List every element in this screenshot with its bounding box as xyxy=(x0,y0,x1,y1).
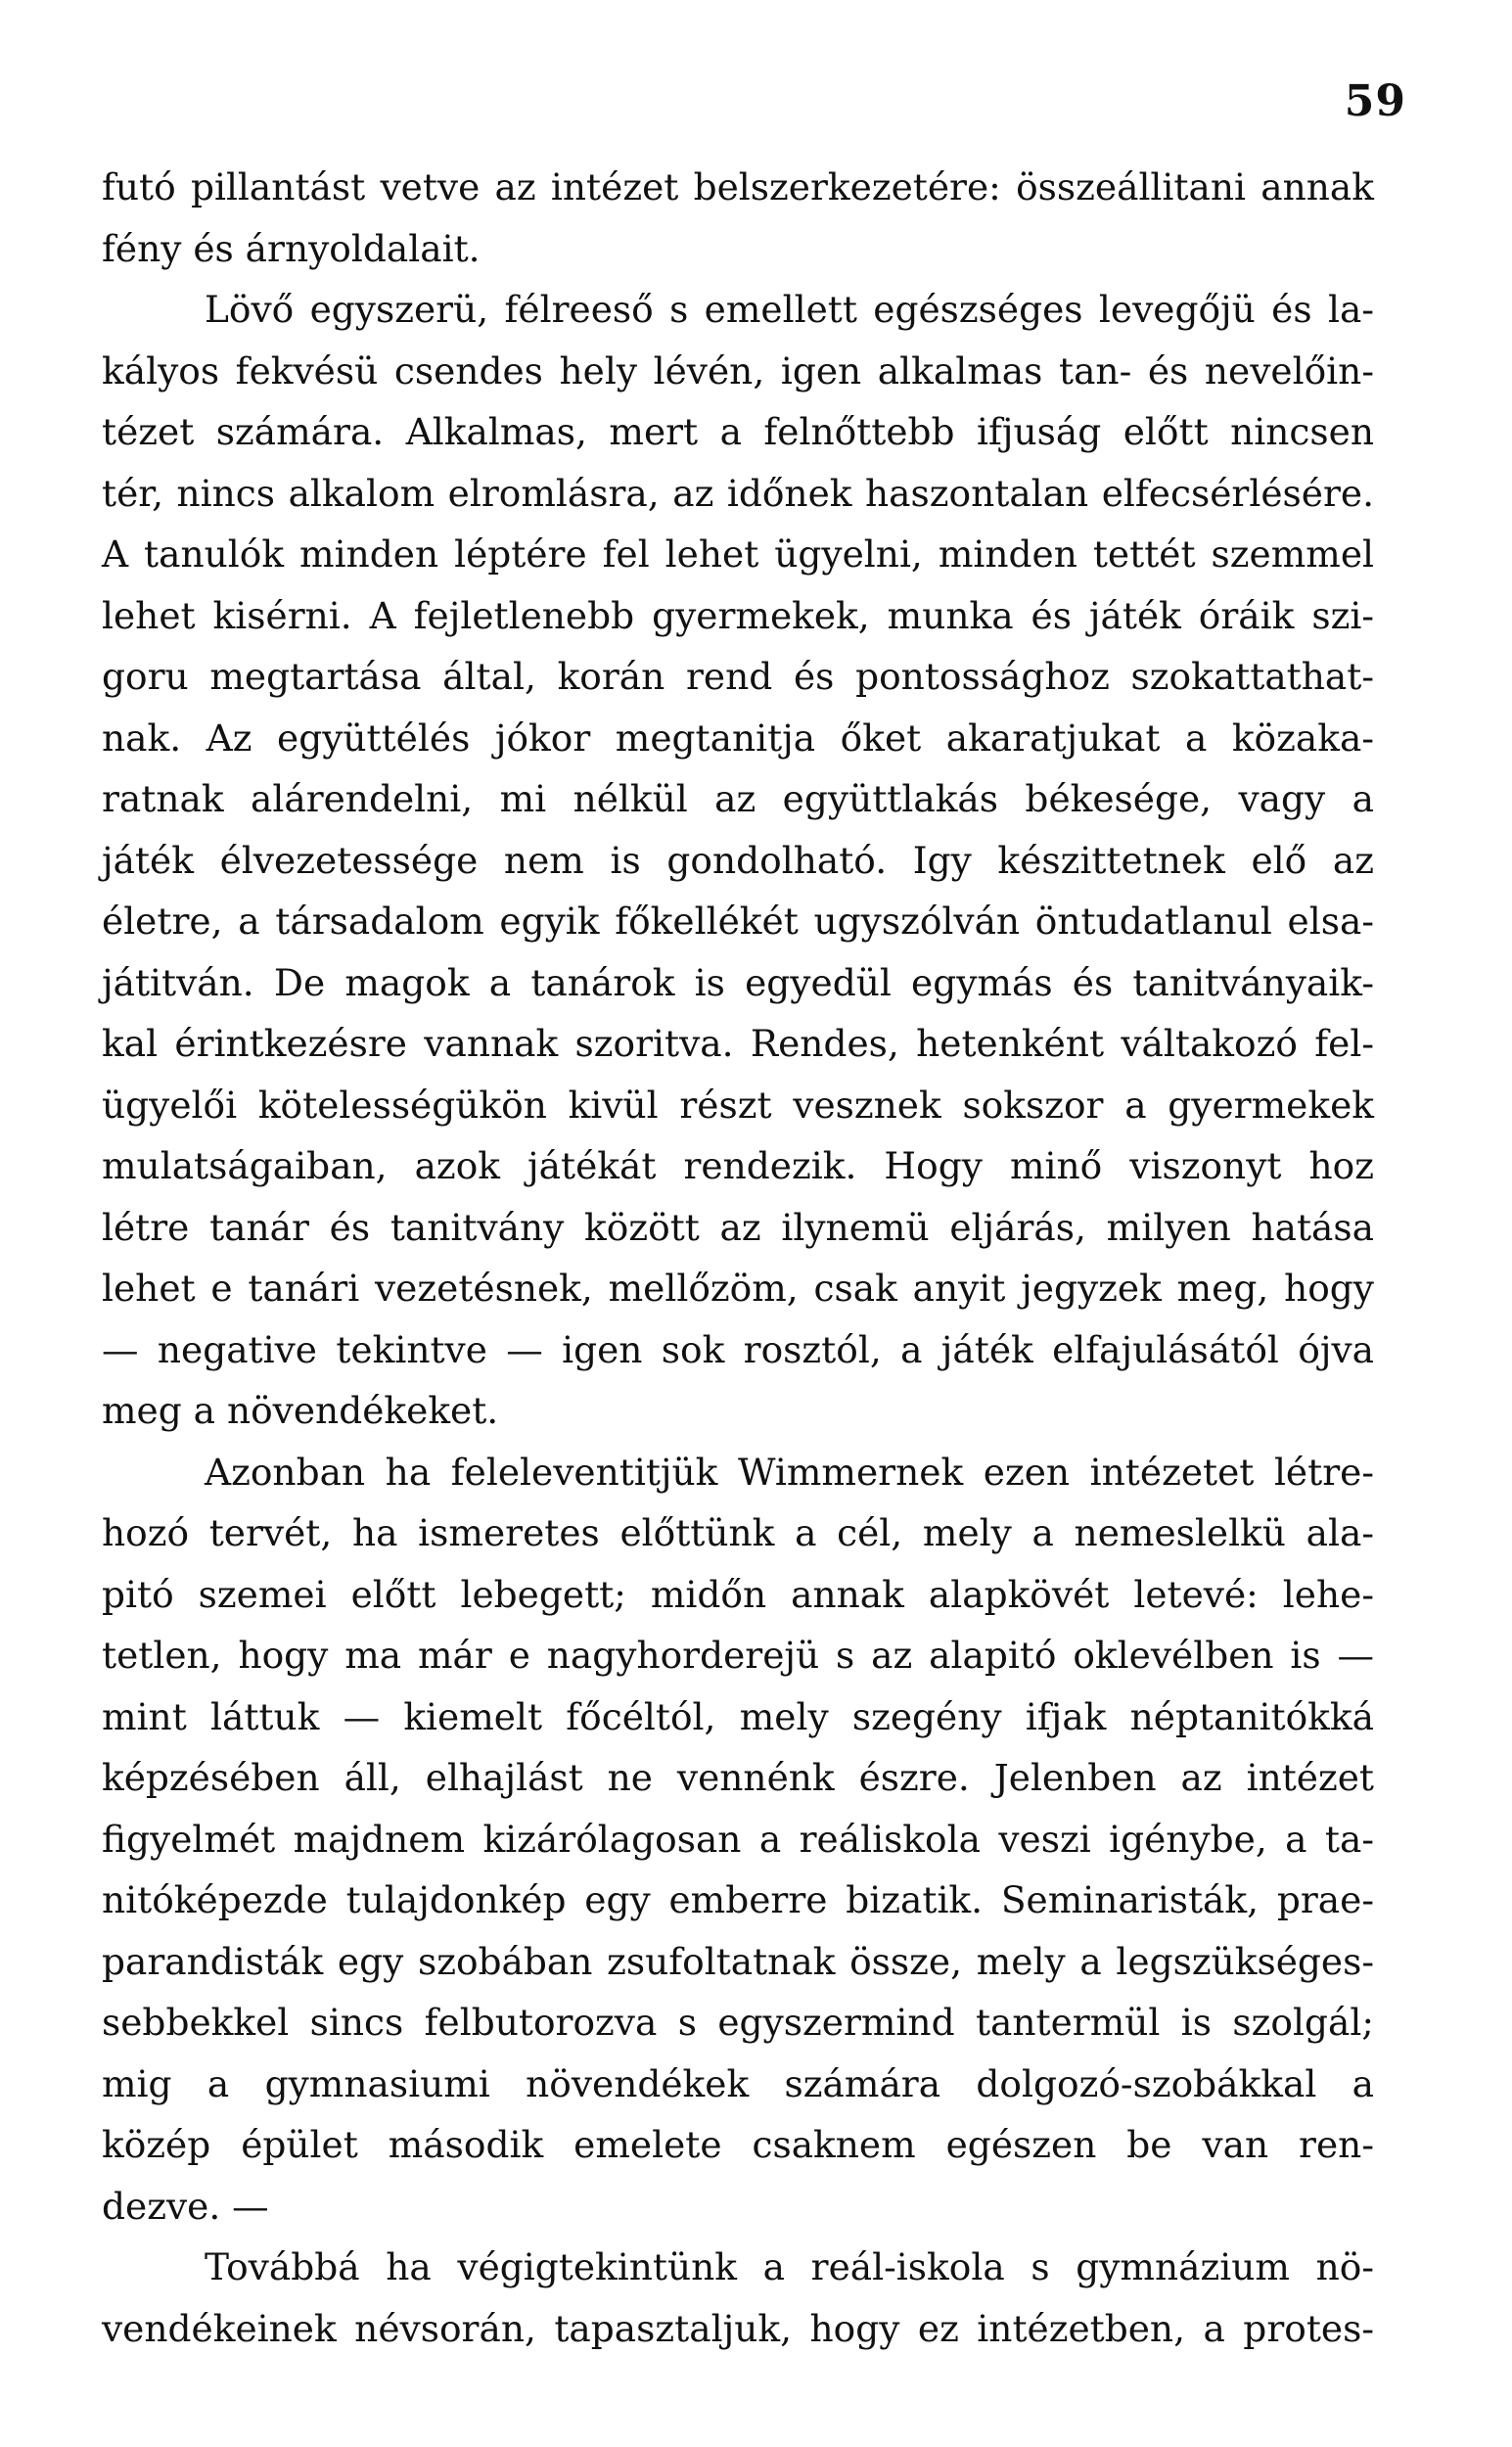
text-line: nak. Az együttélés jókor megtanitja őket akaratjukat a közaka- xyxy=(102,716,1374,760)
text-line: játitván. De magok a tanárok is egyedül egymás és tanitványaik- xyxy=(102,960,1374,1004)
text-line: tetlen, hogy ma már e nagyhorderejü s az alapitó oklevélben is — xyxy=(102,1634,1374,1677)
text-line: vendékeinek névsorán, tapasztaljuk, hogy ez intézetben, a protes- xyxy=(102,2306,1374,2350)
text-line: tézet számára. Alkalmas, mert a felnőttebb ifjuság előtt nincsen xyxy=(102,410,1374,453)
text-line: nitóképezde tulajdonkép egy emberre bizatik. Seminaristák, prae- xyxy=(102,1878,1374,1921)
text-line: életre, a társadalom egyik főkellékét ugyszólván öntudatlanul elsa- xyxy=(102,900,1374,943)
text-line: futó pillantást vetve az intézet belszerkezetére: összeállitani annak xyxy=(102,165,1374,208)
text-line: képzésében áll, elhajlást ne vennénk észre. Jelenben az intézet xyxy=(102,1756,1374,1799)
text-line: tér, nincs alkalom elromlásra, az időnek haszontalan elfecsérlésére. xyxy=(102,471,1374,515)
text-line: lehet kisérni. A fejletlenebb gyermekek, munka és játék óráik szi- xyxy=(102,593,1374,637)
text-line: mulatságaiban, azok játékát rendezik. Hogy minő viszonyt hoz xyxy=(102,1144,1374,1187)
text-line: mig a gymnasiumi növendékek számára dolgozó-szobákkal a xyxy=(102,2061,1374,2105)
text-line: Lövő egyszerü, félreeső s emellett egészséges levegőjü és la- xyxy=(205,288,1374,331)
text-line: kályos fekvésü csendes hely lévén, igen alkalmas tan- és nevelőin- xyxy=(102,348,1374,392)
text-line: sebbekkel sincs felbutorozva s egyszermind tantermül is szolgál; xyxy=(102,2001,1374,2044)
text-line: fény és árnyoldalait. xyxy=(102,226,481,270)
text-line: pitó szemei előtt lebegett; midőn annak alapkövét letevé: lehe- xyxy=(102,1572,1374,1616)
text-line: létre tanár és tanitvány között az ilynemü eljárás, milyen hatása xyxy=(102,1205,1374,1249)
text-line: közép épület második emelete csaknem egészen be van ren- xyxy=(102,2123,1374,2166)
text-line: parandisták egy szobában zsufoltatnak össze, mely a legszükséges- xyxy=(102,1939,1374,1983)
text-line: dezve. — xyxy=(102,2184,269,2228)
text-line: ügyelői kötelességükön kivül részt vesznek sokszor a gyermekek xyxy=(102,1083,1374,1127)
text-line: goru megtartása által, korán rend és pontossághoz szokattathat- xyxy=(102,655,1374,698)
text-line: hozó tervét, ha ismeretes előttünk a cél, mely a nemeslelkü ala- xyxy=(102,1511,1374,1554)
text-line: Továbbá ha végigtekintünk a reál-iskola s gymnázium nö- xyxy=(205,2245,1374,2288)
page-number: 59 xyxy=(1344,76,1406,126)
text-line: lehet e tanári vezetésnek, mellőzöm, csak anyit jegyzek meg, hogy xyxy=(102,1267,1374,1310)
text-line: A tanulók minden léptére fel lehet ügyelni, minden tettét szemmel xyxy=(102,532,1374,576)
text-line: figyelmét majdnem kizárólagosan a reáliskola veszi igénybe, a ta- xyxy=(102,1817,1374,1861)
text-line: Azonban ha feleleventitjük Wimmernek ezen intézetet létre- xyxy=(205,1450,1374,1494)
text-line: — negative tekintve — igen sok rosztól, a játék elfajulásától ójva xyxy=(102,1327,1374,1371)
body-text xyxy=(102,157,1374,2359)
text-line: meg a növendékeket. xyxy=(102,1389,499,1432)
text-line: ratnak alárendelni, mi nélkül az együttlakás békesége, vagy a xyxy=(102,777,1374,820)
text-line: kal érintkezésre vannak szoritva. Rendes, hetenként váltakozó fel- xyxy=(102,1022,1374,1065)
text-line: mint láttuk — kiemelt főcéltól, mely szegény ifjak néptanitókká xyxy=(102,1694,1374,1738)
text-line: játék élvezetessége nem is gondolható. Igy készittetnek elő az xyxy=(102,838,1374,882)
